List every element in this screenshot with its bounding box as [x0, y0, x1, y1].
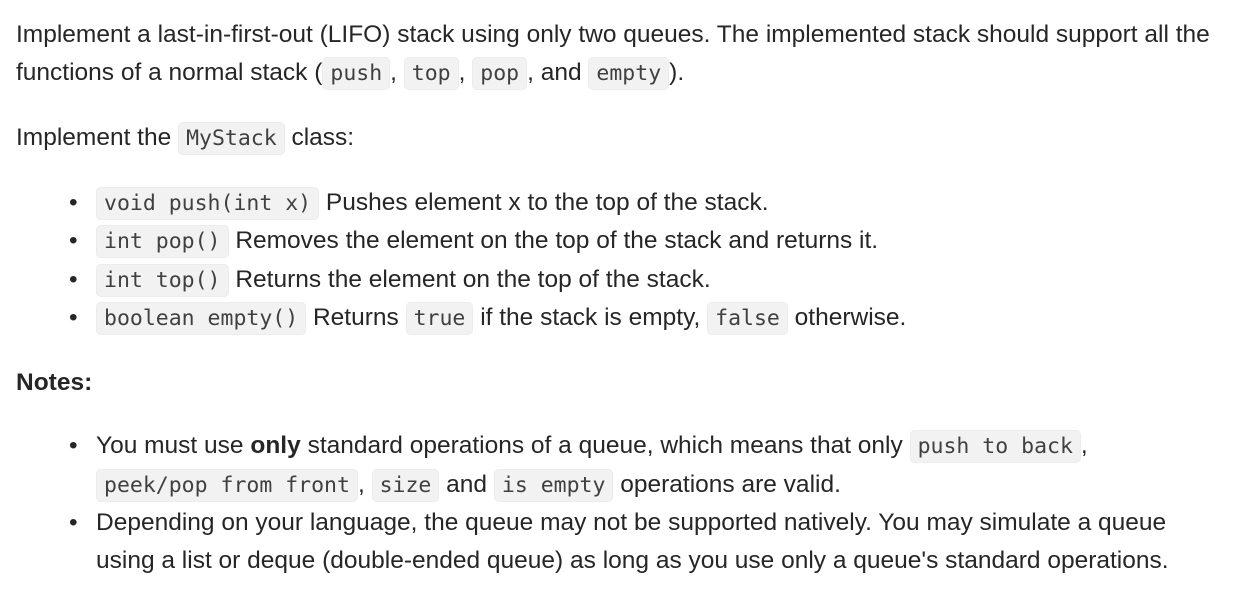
- code-top: top: [404, 57, 459, 90]
- note-text: operations are valid.: [620, 470, 841, 498]
- note-and: and: [446, 470, 488, 498]
- code-size: size: [372, 469, 440, 502]
- bullet: •: [69, 265, 78, 293]
- intro-end: ).: [669, 58, 685, 86]
- note-comma: ,: [357, 470, 365, 498]
- method-code: int pop(): [96, 225, 229, 258]
- list-item: [69, 261, 1222, 300]
- list-item: [69, 427, 1222, 504]
- methods-list: [16, 184, 1222, 338]
- method-desc: Pushes element x to the top of the stack.: [325, 188, 769, 216]
- note-comma: ,: [1080, 432, 1088, 459]
- code-true: true: [406, 302, 474, 335]
- method-desc: if the stack is empty,: [480, 304, 701, 331]
- code-mystack: MyStack: [178, 122, 285, 155]
- code-pop: pop: [472, 57, 527, 90]
- list-item: [69, 222, 1222, 261]
- method-desc: Returns: [312, 304, 399, 331]
- list-item: [69, 504, 1222, 579]
- code-push: push: [322, 57, 390, 90]
- method-desc: Removes the element on the top of the stack and returns it.: [235, 227, 879, 254]
- bullet: •: [69, 509, 78, 536]
- bullet: •: [69, 227, 78, 254]
- notes-heading: Notes:: [16, 368, 93, 396]
- method-desc: otherwise.: [794, 304, 907, 331]
- intro-and: , and: [527, 58, 582, 86]
- bullet: •: [69, 188, 78, 216]
- class-paragraph: [16, 119, 1222, 158]
- intro-text: Implement a last-in-first-out (LIFO) stack using only two queues. The implemented stack should support all the functions of a normal stack (: [16, 21, 1210, 86]
- intro-comma: ,: [458, 58, 466, 86]
- note-text: You must use: [96, 432, 244, 459]
- code-false: false: [707, 302, 788, 335]
- note-text: standard operations of a queue, which means that only: [307, 432, 903, 459]
- method-code: int top(): [96, 264, 229, 297]
- method-code: void push(int x): [96, 187, 319, 220]
- bullet: •: [69, 304, 78, 331]
- list-item: [69, 184, 1222, 223]
- intro-paragraph: [16, 16, 1222, 92]
- method-desc: Returns the element on the top of the stack.: [235, 265, 711, 293]
- code-empty: empty: [588, 57, 669, 90]
- bullet: •: [69, 432, 78, 459]
- notes-list: [16, 427, 1222, 579]
- code-is-empty: is empty: [494, 469, 614, 502]
- list-item: [69, 299, 1222, 338]
- note-bold: only: [250, 432, 301, 459]
- code-peek-pop-from-front: peek/pop from front: [96, 469, 358, 502]
- class-text-end: class:: [291, 124, 355, 151]
- intro-comma: ,: [390, 58, 397, 86]
- method-code: boolean empty(): [96, 302, 306, 335]
- note-text: Depending on your language, the queue may not be supported natively. You may simulate a queue using a list or deque (double-ended queue) as long as you use only a queue's standard operations.: [96, 509, 1169, 574]
- code-push-to-back: push to back: [910, 430, 1081, 463]
- class-text: Implement the: [16, 124, 172, 151]
